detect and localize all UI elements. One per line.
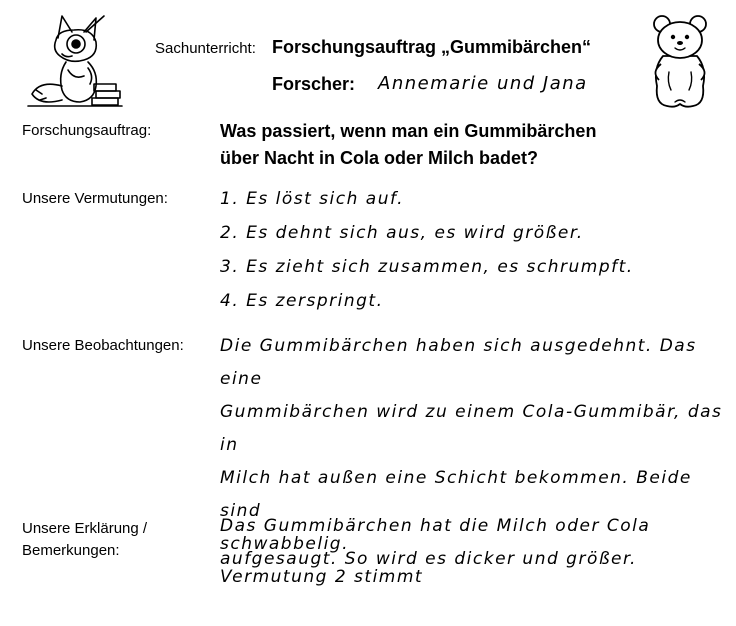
- hypotheses-label: Unsere Vermutungen:: [22, 190, 168, 207]
- explanation-line: aufgesaugt. So wird es dicker und größer.: [220, 549, 637, 569]
- observation-line: Milch hat außen eine Schicht bekommen. Beide sind: [220, 468, 692, 521]
- observation-line: schwabbelig.: [220, 534, 349, 554]
- hypotheses-list: [220, 182, 634, 318]
- task-question-line: über Nacht in Cola oder Milch badet?: [220, 148, 539, 168]
- researcher-names: Annemarie und Jana: [378, 73, 588, 94]
- explanation-label-line: Unsere Erklärung /: [22, 520, 148, 537]
- gummy-bear-icon: [645, 12, 715, 112]
- observation-line: Vermutung 2 stimmt: [220, 567, 424, 587]
- hypothesis-item: 1. Es löst sich auf.: [220, 189, 405, 209]
- researcher-label: Forscher:: [272, 74, 356, 94]
- observation-line: Die Gummibärchen haben sich ausgedehnt. Das eine: [220, 336, 697, 389]
- explanation-label-line: Bemerkungen:: [22, 542, 120, 559]
- explanation-label: [22, 518, 147, 562]
- observations-label: Unsere Beobachtungen:: [22, 337, 184, 354]
- hypothesis-item: 4. Es zerspringt.: [220, 291, 384, 311]
- task-label: Forschungsauftrag:: [22, 122, 152, 139]
- explanation-text: [220, 510, 650, 576]
- hypothesis-item: 3. Es zieht sich zusammen, es schrumpft.: [220, 257, 634, 277]
- page-title: Forschungsauftrag „Gummibärchen“: [272, 37, 592, 57]
- observation-line: Gummibärchen wird zu einem Cola-Gummibär, das in: [220, 402, 723, 455]
- researcher-fox-icon: [18, 10, 128, 110]
- task-question: [220, 118, 596, 172]
- task-question-line: Was passiert, wenn man ein Gummibärchen: [220, 121, 597, 141]
- subject-label: Sachunterricht:: [155, 40, 256, 57]
- hypothesis-item: 2. Es dehnt sich aus, es wird größer.: [220, 223, 584, 243]
- explanation-line: Das Gummibärchen hat die Milch oder Cola: [220, 516, 651, 536]
